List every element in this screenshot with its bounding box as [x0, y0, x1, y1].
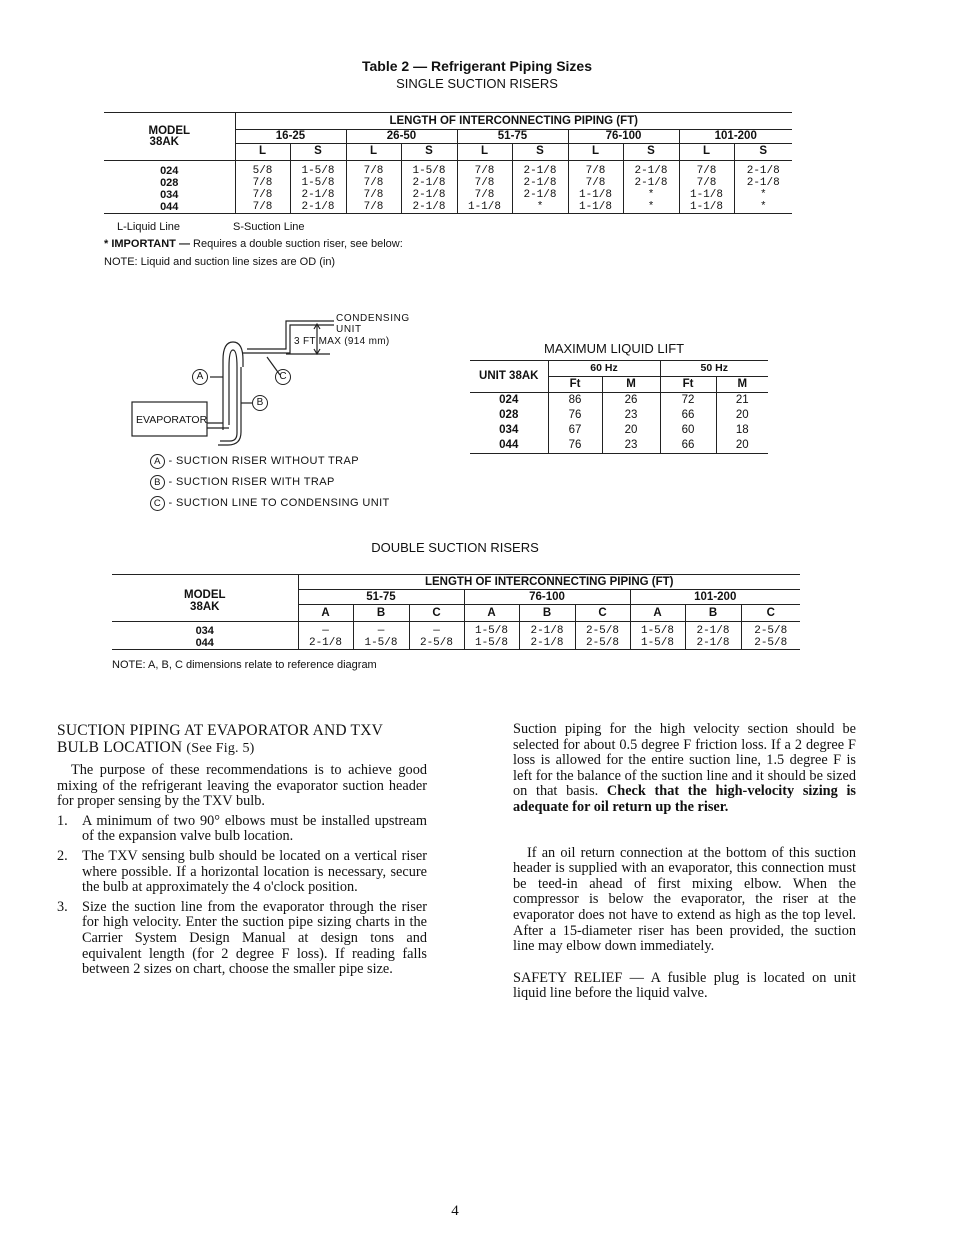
subcol-header: A: [464, 605, 519, 622]
pipe-size-cell: 7/8: [346, 177, 401, 189]
pipe-size-cell: 2-5/8: [741, 622, 800, 638]
model-cell: 034: [195, 625, 214, 637]
table-row: [104, 177, 792, 189]
range-header: 101-200: [630, 590, 800, 605]
lift-cell: 18: [716, 423, 768, 438]
legend-item: B - SUCTION RISER WITH TRAP: [150, 472, 390, 493]
model-cell: 044: [104, 201, 235, 214]
pipe-size-cell: —: [353, 622, 409, 638]
pipe-size-cell: *: [512, 201, 568, 214]
table2-subtitle: SINGLE SUCTION RISERS: [396, 76, 558, 91]
pipe-size-cell: 1-5/8: [630, 622, 685, 638]
table-row: [470, 438, 768, 454]
high-velocity-paragraph: Suction piping for the high velocity section should be selected for about 0.5 degree F friction loss. If a 2 degree F loss is allowed for the entire suction line, 1.5 degree F is left for the balance of the suction line and it should be sized on that basis. Check that the high-velocity sizing is adequate for oil return up the riser.: [513, 721, 856, 815]
subcol-header: B: [519, 605, 575, 622]
table-row: [104, 189, 792, 201]
legend-item: C - SUCTION LINE TO CONDENSING UNIT: [150, 493, 390, 514]
pipe-size-cell: 2-1/8: [734, 160, 792, 177]
pipe-size-cell: *: [734, 189, 792, 201]
freq-header: 50 Hz: [660, 361, 768, 377]
list-item: 1. A minimum of two 90° elbows must be installed upstream of the expansion valve bulb location.: [57, 812, 427, 845]
double-suction-risers-table: [112, 574, 800, 650]
important-text: Requires a double suction riser, see below:: [189, 238, 403, 250]
marker-c: C: [275, 369, 291, 385]
liquid-lift-title: MAXIMUM LIQUID LIFT: [544, 341, 685, 356]
range-header: 26-50: [346, 129, 457, 144]
pipe-size-cell: 1-1/8: [457, 201, 512, 214]
pipe-size-cell: 1-5/8: [630, 637, 685, 650]
condensing-unit-label: CONDENSING UNIT: [336, 313, 410, 335]
safety-relief-label: SAFETY RELIEF —: [513, 969, 644, 986]
safety-relief-paragraph: SAFETY RELIEF — A fusible plug is located on unit liquid line before the liquid valve.: [513, 969, 856, 1002]
range-header: 16-25: [235, 129, 346, 144]
double-risers-title: DOUBLE SUCTION RISERS: [371, 540, 539, 555]
pipe-size-cell: 7/8: [235, 177, 290, 189]
pipe-size-cell: 7/8: [457, 160, 512, 177]
unit-header: UNIT 38AK: [470, 361, 548, 393]
subcol-header: L: [679, 144, 734, 161]
lift-cell: 76: [548, 438, 602, 454]
legend-suction: S-Suction Line: [233, 221, 305, 233]
pipe-size-cell: 1-5/8: [401, 160, 457, 177]
subcol-header: M: [716, 377, 768, 393]
pipe-size-cell: 7/8: [235, 201, 290, 214]
pipe-size-cell: 7/8: [346, 160, 401, 177]
lift-cell: 76: [548, 408, 602, 423]
pipe-size-cell: 1-1/8: [679, 201, 734, 214]
pipe-size-cell: 7/8: [457, 189, 512, 201]
pipe-size-cell: 1-5/8: [464, 637, 519, 650]
table2-title: Table 2 — Refrigerant Piping Sizes: [361, 58, 592, 74]
liquid-lift-table: [470, 360, 768, 454]
pipe-size-cell: 2-1/8: [401, 189, 457, 201]
lift-cell: 21: [716, 393, 768, 409]
unit-cell: 044: [470, 438, 548, 454]
table-row: [112, 622, 800, 638]
freq-header: 60 Hz: [548, 361, 660, 377]
lift-cell: 26: [602, 393, 660, 409]
subcol-header: S: [623, 144, 679, 161]
subcol-header: L: [235, 144, 290, 161]
subcol-header: A: [630, 605, 685, 622]
intro-paragraph: The purpose of these recommendations is to achieve good mixing of the refrigerant leaving the evaporator suction header for proper sensing by the TXV bulb.: [57, 762, 427, 810]
subcol-header: Ft: [548, 377, 602, 393]
pipe-size-cell: 2-5/8: [575, 637, 630, 650]
pipe-size-cell: 2-1/8: [512, 189, 568, 201]
lift-cell: 60: [660, 423, 716, 438]
page-number: 4: [451, 1203, 459, 1219]
lift-cell: 66: [660, 408, 716, 423]
pipe-size-cell: 1-5/8: [290, 160, 346, 177]
single-suction-risers-table: [104, 112, 792, 214]
pipe-size-cell: 7/8: [568, 160, 623, 177]
legend-item: A - SUCTION RISER WITHOUT TRAP: [150, 451, 390, 472]
model-cell: 034: [160, 188, 179, 201]
pipe-size-cell: 2-1/8: [290, 201, 346, 214]
recommendation-list: [57, 814, 427, 978]
pipe-size-cell: 2-1/8: [512, 160, 568, 177]
pipe-size-cell: 2-1/8: [401, 201, 457, 214]
subcol-header: S: [734, 144, 792, 161]
lift-cell: 20: [716, 408, 768, 423]
model-cell: 028: [160, 176, 179, 189]
size-note: NOTE: Liquid and suction line sizes are OD (in): [104, 256, 336, 268]
section-heading: SUCTION PIPING AT EVAPORATOR AND TXV BULB LOCATION (See Fig. 5): [57, 722, 383, 756]
length-header: LENGTH OF INTERCONNECTING PIPING (FT): [235, 113, 792, 130]
range-header: 76-100: [464, 590, 630, 605]
subcol-header: C: [741, 605, 800, 622]
table-row: [470, 408, 768, 423]
subcol-header: B: [685, 605, 741, 622]
oil-return-note: Check that the high-velocity sizing is adequate for oil return up the riser.: [513, 783, 856, 815]
lift-cell: 86: [548, 393, 602, 409]
subcol-header: S: [401, 144, 457, 161]
pipe-size-cell: 7/8: [346, 189, 401, 201]
important-note: [104, 238, 403, 250]
lift-cell: 20: [716, 438, 768, 454]
pipe-size-cell: 2-5/8: [741, 637, 800, 650]
subcol-header: C: [575, 605, 630, 622]
max-height-label: 3 FT MAX (914 mm): [294, 336, 390, 347]
list-item: 2. The TXV sensing bulb should be located on a vertical riser where possible. If a horizontal location is necessary, secure the bulb at approximately the 4 o'clock position.: [57, 847, 427, 896]
range-header: 101-200: [679, 129, 792, 144]
pipe-size-cell: 7/8: [679, 160, 734, 177]
pipe-size-cell: 2-1/8: [623, 160, 679, 177]
pipe-size-cell: —: [298, 622, 353, 638]
table-row: [470, 423, 768, 438]
evaporator-label: EVAPORATOR: [136, 414, 208, 426]
unit-cell: 024: [499, 394, 519, 406]
lift-cell: 72: [660, 393, 716, 409]
pipe-size-cell: —: [409, 622, 464, 638]
pipe-size-cell: 2-5/8: [575, 622, 630, 638]
important-label: * IMPORTANT —: [104, 238, 190, 250]
length-header: LENGTH OF INTERCONNECTING PIPING (FT): [298, 575, 800, 590]
unit-cell: 034: [499, 424, 519, 436]
diagram-legend: [150, 451, 390, 514]
subcol-header: B: [353, 605, 409, 622]
pipe-size-cell: 7/8: [568, 177, 623, 189]
pipe-size-cell: 2-1/8: [401, 177, 457, 189]
pipe-size-cell: 2-1/8: [290, 189, 346, 201]
subcol-header: L: [568, 144, 623, 161]
pipe-size-cell: 1-1/8: [568, 201, 623, 214]
riser-a-pipe: [223, 360, 229, 430]
marker-b: B: [252, 395, 268, 411]
pipe-size-cell: 1-1/8: [679, 189, 734, 201]
legend-liquid: L-Liquid Line: [117, 221, 180, 233]
pipe-size-cell: 1-5/8: [464, 622, 519, 638]
pipe-size-cell: *: [734, 201, 792, 214]
list-item: 3. Size the suction line from the evaporator through the riser for high velocity. Enter the suction pipe sizing charts in the Carrier System Design Manual at design tons and equivalent length (for 2 degree F loss). If reading falls between 2 sizes on chart, choose the smaller pipe size.: [57, 898, 427, 978]
marker-a: A: [192, 369, 208, 385]
pipe-size-cell: 2-1/8: [685, 622, 741, 638]
lift-cell: 20: [602, 423, 660, 438]
table-row: [104, 160, 792, 177]
table-row: [104, 201, 792, 214]
pipe-size-cell: 1-1/8: [568, 189, 623, 201]
dimensions-note: NOTE: A, B, C dimensions relate to reference diagram: [112, 659, 377, 671]
pipe-size-cell: 5/8: [235, 160, 290, 177]
pipe-size-cell: 2-1/8: [519, 622, 575, 638]
lift-cell: 66: [660, 438, 716, 454]
subcol-header: L: [346, 144, 401, 161]
unit-cell: 028: [499, 409, 519, 421]
range-header: 51-75: [298, 590, 464, 605]
lift-cell: 23: [602, 438, 660, 454]
subcol-header: S: [512, 144, 568, 161]
model-header: MODEL 38AK: [112, 575, 298, 622]
subcol-header: A: [298, 605, 353, 622]
pipe-size-cell: 7/8: [457, 177, 512, 189]
table-row: [112, 637, 800, 650]
pipe-size-cell: 2-5/8: [409, 637, 464, 650]
pipe-size-cell: 2-1/8: [685, 637, 741, 650]
pipe-size-cell: 7/8: [346, 201, 401, 214]
pipe-size-cell: 2-1/8: [623, 177, 679, 189]
pipe-size-cell: 7/8: [235, 189, 290, 201]
left-column: [57, 722, 427, 978]
subcol-header: S: [290, 144, 346, 161]
pipe-size-cell: 2-1/8: [734, 177, 792, 189]
model-cell: 044: [112, 637, 298, 650]
pipe-size-cell: *: [623, 201, 679, 214]
table-row: [470, 393, 768, 409]
pipe-size-cell: *: [623, 189, 679, 201]
model-header: MODEL 38AK: [104, 113, 235, 161]
pipe-size-cell: 1-5/8: [290, 177, 346, 189]
pipe-size-cell: 2-1/8: [298, 637, 353, 650]
model-cell: 024: [160, 164, 179, 177]
lift-cell: 23: [602, 408, 660, 423]
subcol-header: L: [457, 144, 512, 161]
range-header: 51-75: [457, 129, 568, 144]
lift-cell: 67: [548, 423, 602, 438]
pipe-size-cell: 2-1/8: [519, 637, 575, 650]
subcol-header: Ft: [660, 377, 716, 393]
oil-return-paragraph: If an oil return connection at the bottom of this suction header is supplied with an evaporator, this connection must be teed-in ahead of first mixing elbow. When the compressor is below the evaporator, the riser at the evaporator does not have to extend as high as the top level. After a 15-diameter riser has been provided, the suction line may elbow down immediately.: [513, 844, 856, 955]
range-header: 76-100: [568, 129, 679, 144]
pipe-size-cell: 1-5/8: [353, 637, 409, 650]
figure-ref: (See Fig. 5): [186, 741, 255, 756]
subcol-header: M: [602, 377, 660, 393]
right-column: [513, 722, 856, 1002]
subcol-header: C: [409, 605, 464, 622]
pipe-size-cell: 2-1/8: [512, 177, 568, 189]
pipe-size-cell: 7/8: [679, 177, 734, 189]
